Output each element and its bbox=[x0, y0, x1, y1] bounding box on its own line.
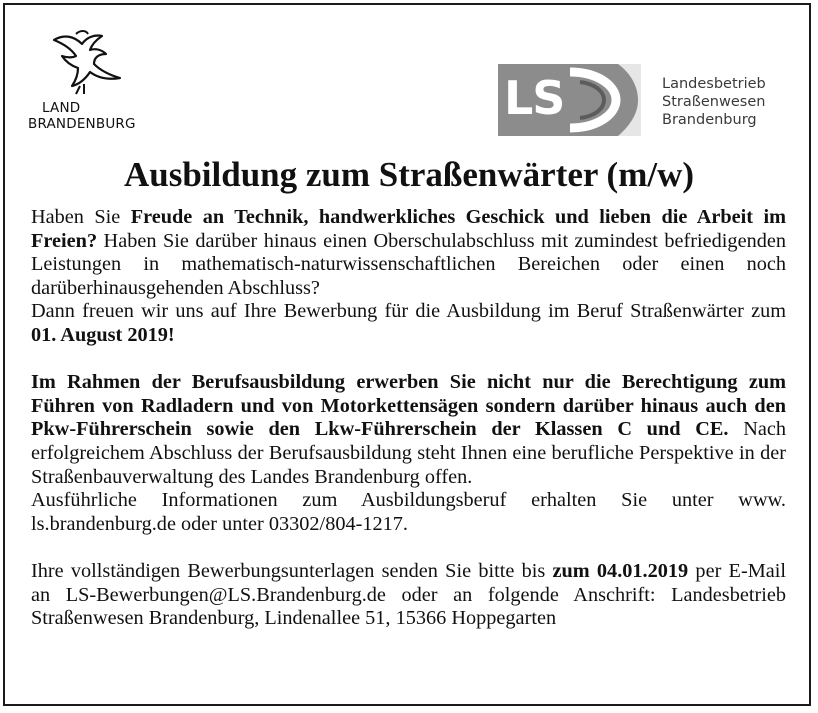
land-brandenburg-logo bbox=[28, 28, 168, 143]
ls-logo bbox=[498, 64, 798, 136]
application-text-2: per E-Mail an LS-Bewerbungen@LS.Brandenburg.de oder an folgende Anschrift: Landesbetrieb Straßenwesen Brandenburg, Lindenallee 51, 15366 Hoppegarten bbox=[31, 559, 786, 630]
brandenburg-label: BRANDENBURG bbox=[28, 116, 136, 132]
training-bold: Im Rahmen der Berufsausbildung erwerben Sie nicht nur die Berechtigung zum Führen von Radladern und von Motorkettensägen sondern darüber hinaus auch den Pkw-Führerschein sowie den Lkw-Führerschein der Klassen C und CE. bbox=[31, 371, 786, 441]
ls-logo-box bbox=[498, 64, 641, 136]
ls-name bbox=[662, 75, 766, 129]
deadline-bold: zum 04.01.2019 bbox=[552, 559, 689, 582]
intro-text-1: Haben Sie bbox=[31, 206, 131, 228]
application-paragraph bbox=[31, 560, 786, 631]
intro-paragraph bbox=[31, 206, 786, 300]
ls-name-line1: Landesbetrieb bbox=[662, 76, 766, 92]
headline: Ausbildung zum Straßenwärter (m/w) bbox=[123, 155, 695, 194]
ls-name-line3: Brandenburg bbox=[662, 112, 757, 128]
application-text-1: Ihre vollständigen Bewerbungsunterlagen senden Sie bitte bis bbox=[31, 559, 553, 582]
paragraph-gap bbox=[31, 348, 786, 372]
training-paragraph bbox=[31, 371, 786, 489]
intro-bold: Freude an Technik, handwerkliches Geschick und lieben die Arbeit im Freien? bbox=[31, 206, 786, 252]
start-date-text: Dann freuen wir uns auf Ihre Bewerbung für die Ausbildung im Beruf Straßenwärter zum bbox=[31, 300, 786, 323]
start-date-paragraph bbox=[31, 300, 786, 347]
body-text bbox=[31, 206, 786, 631]
road-curve-icon bbox=[498, 64, 641, 136]
training-text: Nach erfolgreichem Abschluss der Berufsausbildung steht Ihnen eine berufliche Perspektive in der Straßenbauverwaltung des Landes Brandenburg offen. bbox=[31, 418, 786, 488]
info-paragraph: Ausführliche Informationen zum Ausbildungsberuf erhalten Sie unter www. ls.brandenburg.de oder unter 03302/804-1217. bbox=[31, 489, 786, 535]
ls-abbr: LS bbox=[504, 71, 565, 125]
land-label: LAND bbox=[42, 100, 81, 116]
paragraph-gap bbox=[31, 536, 786, 560]
ls-name-line2: Straßenwesen bbox=[662, 94, 766, 110]
start-date-bold: 01. August 2019! bbox=[31, 323, 175, 346]
intro-text-2: Haben Sie darüber hinaus einen Oberschulabschluss mit zumindest befriedigenden Leistungen in mathematisch-naturwissenschaftlichen Bereichen oder einen noch darüberhinausgehenden Abschluss? bbox=[31, 229, 786, 299]
eagle-icon bbox=[50, 28, 130, 98]
